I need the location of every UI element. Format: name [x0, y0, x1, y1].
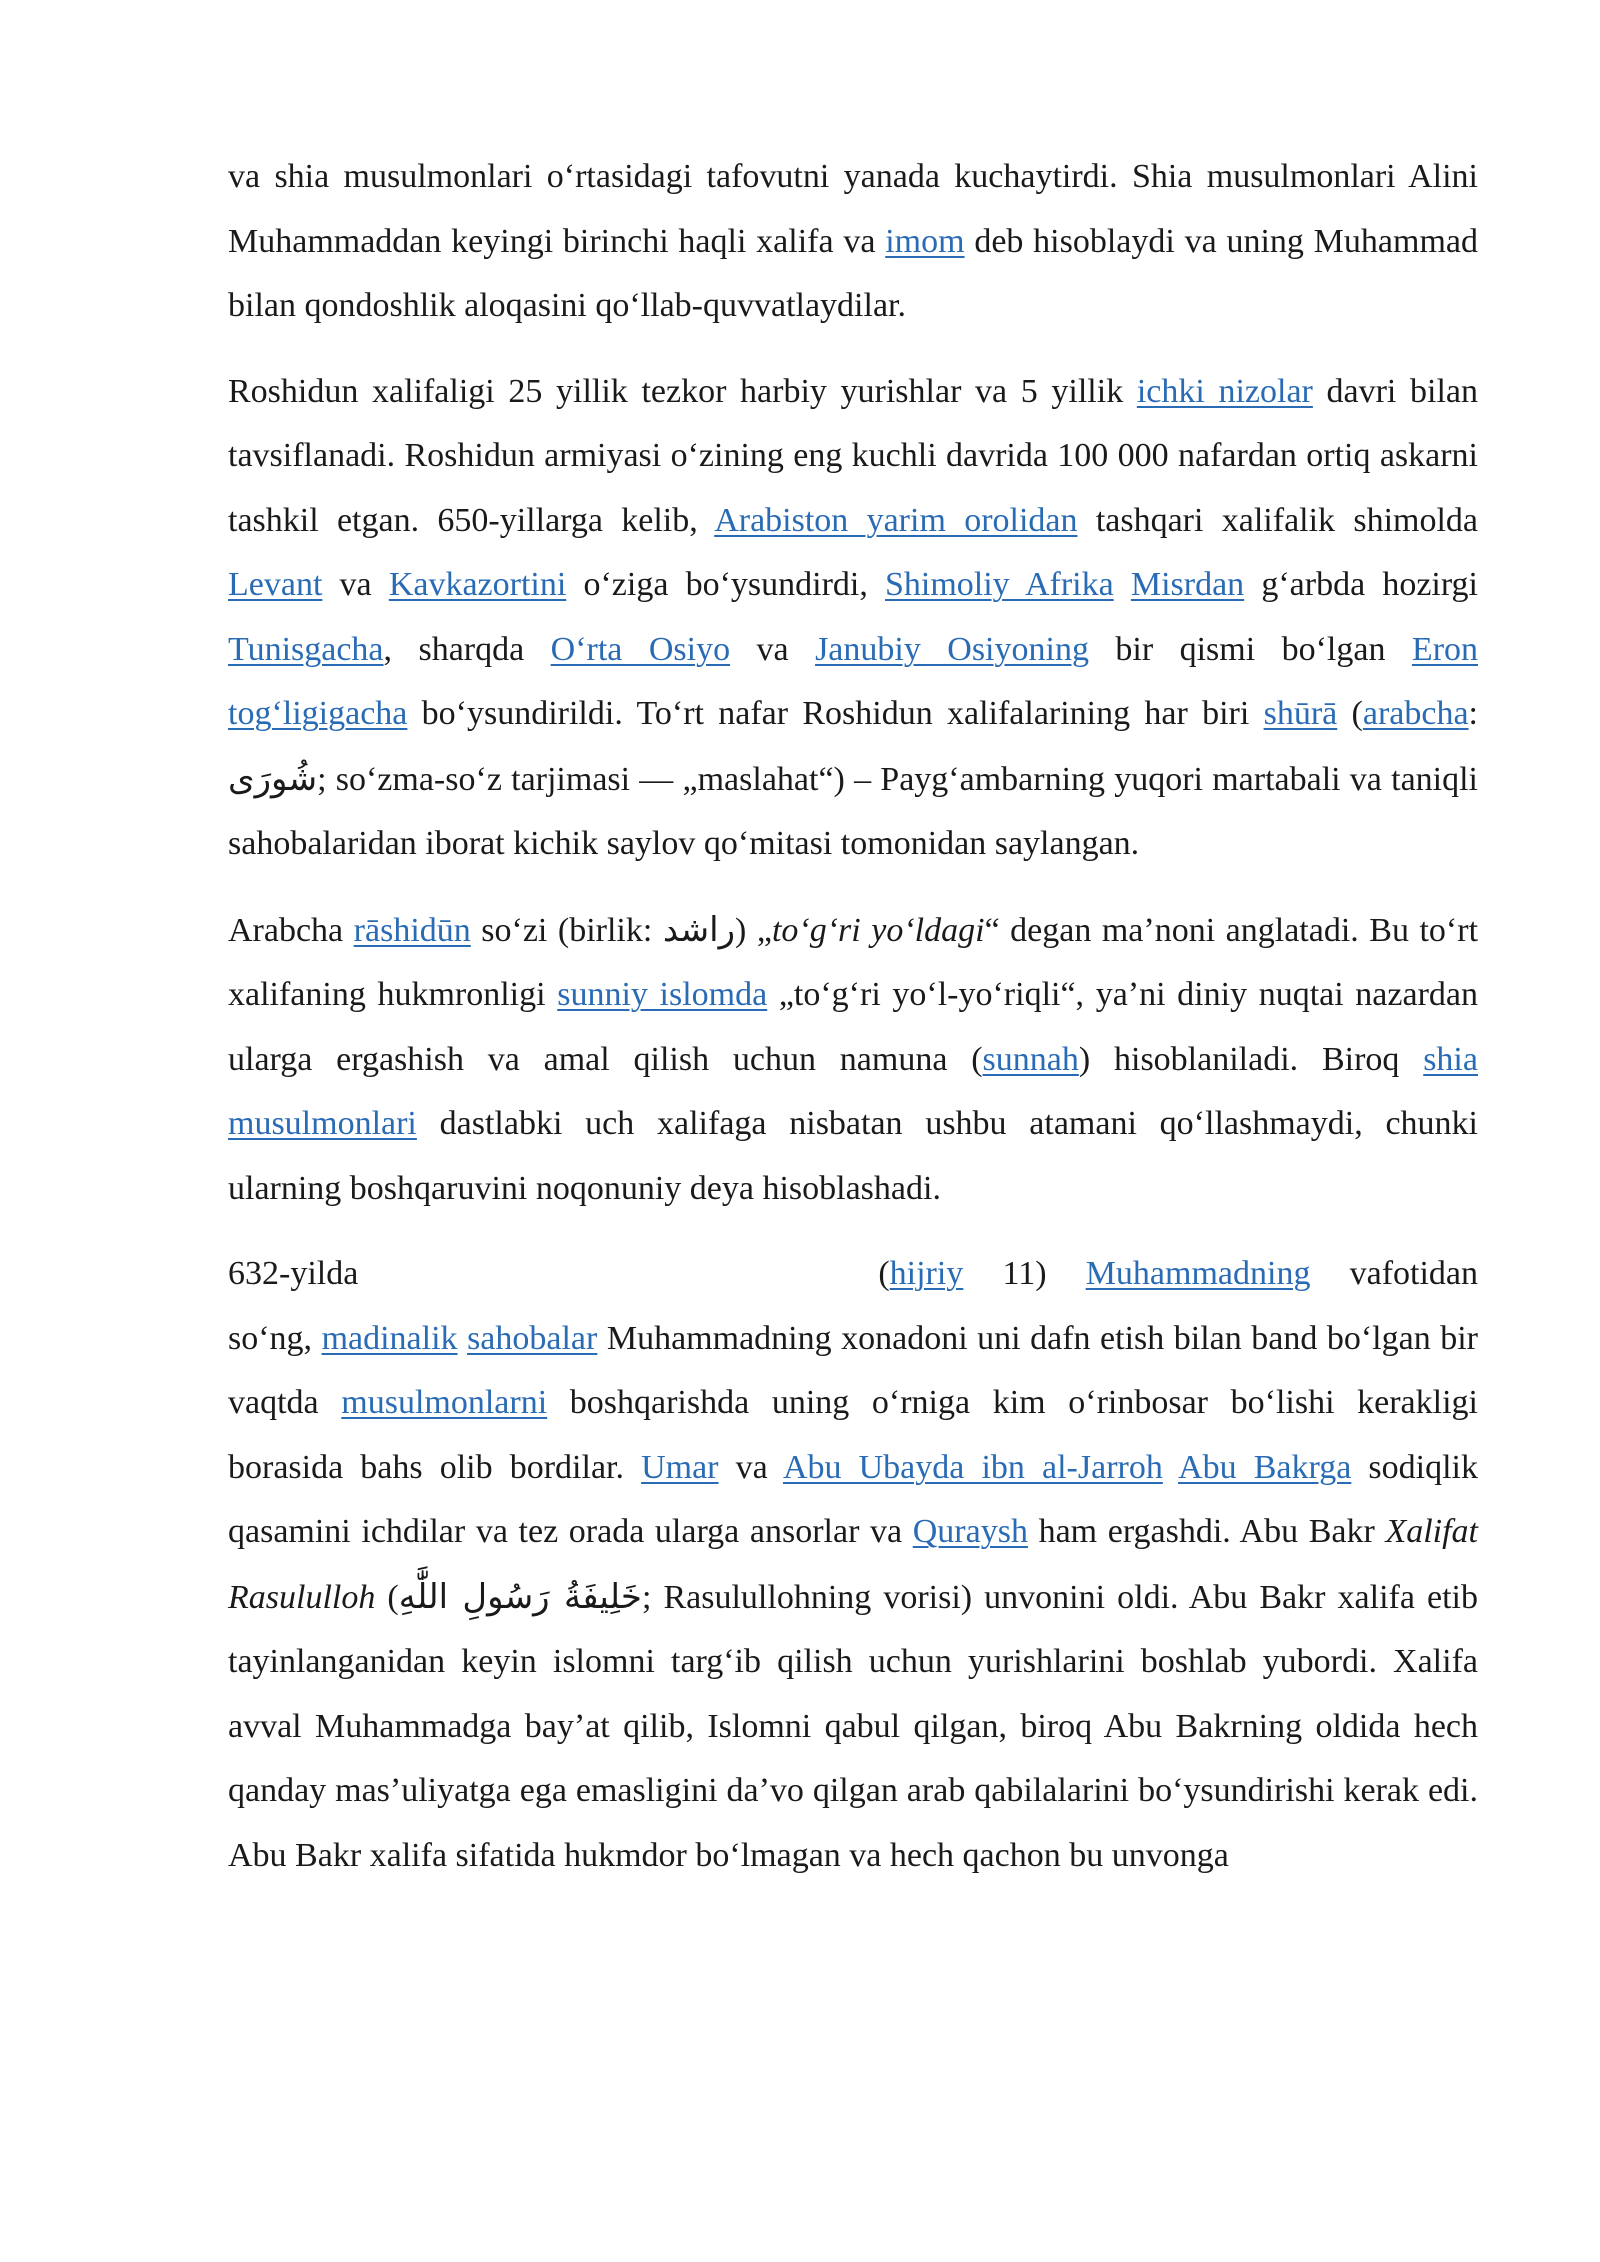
- link-levant[interactable]: Levant: [228, 566, 323, 603]
- link-orta-osiyo[interactable]: Oʻrta Osiyo: [550, 630, 731, 668]
- text-run: [1163, 1449, 1178, 1486]
- text-run: deb hisoblaydi va uning Muhammad bilan qondoshlik aloqasini qoʻllab-quvvatlaydilar.: [228, 222, 1478, 324]
- text-run: dastlabki uch xalifaga nisbatan ushbu atamani qoʻllashmaydi, chunki ularning boshqaruvini noqonuniy deya hisoblashadi.: [228, 1105, 1478, 1207]
- link-kavkazortini[interactable]: Kavkazortini: [388, 566, 567, 603]
- link-misrdan[interactable]: Misrdan: [1130, 566, 1245, 603]
- text-run: ; Rasulullohning vorisi) unvonini oldi. Abu Bakr xalifa etib tayinlanganidan keyin islomni targʻib qilish uchun yurishlarini boshlab yubordi. Xalifa avval Muhammadga bayʼat qilib, Islomni qabul qilgan, biroq Abu Bakrning oldida hech qanday masʼuliyatga ega emasligini daʼvo qilgan arab qabilalarini boʻysundirishi kerak edi. Abu Bakr xalifa sifatida hukmdor boʻlmagan va hech qachon bu unvonga: [228, 1578, 1479, 1874]
- link-musulmonlarni[interactable]: musulmonlarni: [341, 1384, 548, 1421]
- link-abu-ubayda[interactable]: Abu Ubayda ibn al-Jarroh: [782, 1448, 1163, 1486]
- link-umar[interactable]: Umar: [641, 1448, 719, 1486]
- arabic-text-khalifa: خَلِيفَةُ رَسُولِ اللَّٰهِ: [398, 1576, 642, 1617]
- document-page: [228, 145, 1478, 1909]
- text-run: Muhammadning xonadoni uni dafn etish bilan band boʻlgan bir vaqtda: [228, 1319, 1478, 1421]
- link-sunnah[interactable]: sunnah: [982, 1040, 1079, 1078]
- text-run: oʻziga boʻysundirdi,: [566, 566, 885, 603]
- arabic-text-rashid: راشد: [662, 909, 736, 950]
- text-run: boʻysundirildi. Toʻrt nafar Roshidun xalifalarining har biri: [407, 695, 1264, 732]
- link-abu-bakrga[interactable]: Abu Bakrga: [1178, 1448, 1352, 1486]
- text-run: 11): [963, 1255, 1086, 1292]
- text-run: “ degan maʼnoni anglatadi. Bu toʻrt xalifaning hukmronligi: [228, 911, 1479, 1013]
- link-eron-togligigacha[interactable]: Eron togʻligigacha: [228, 630, 1479, 732]
- link-sahobalar[interactable]: sahobalar: [467, 1319, 598, 1357]
- link-shia-musulmonlari[interactable]: shia musulmonlari: [228, 1040, 1478, 1142]
- text-run: [458, 1320, 468, 1357]
- text-run: ) „: [735, 911, 772, 949]
- paragraph-4: [228, 1242, 1478, 1888]
- text-run: sodiqlik qasamini ichdilar va tez orada ularga ansorlar va: [228, 1448, 1478, 1550]
- link-tunisgacha[interactable]: Tunisgacha: [228, 630, 384, 668]
- text-run: Arabcha: [228, 911, 354, 949]
- text-run: :: [1468, 695, 1478, 732]
- link-rashidun[interactable]: rāshidūn: [353, 911, 471, 949]
- text-run: va: [718, 1448, 783, 1486]
- link-muhammadning[interactable]: Muhammadning: [1085, 1255, 1311, 1292]
- text-run: boshqarishda uning oʻrniga kim oʻrinbosar boʻlishi kerakligi borasida bahs olib bordilar.: [228, 1384, 1478, 1486]
- text-run: 632-yilda: [228, 1255, 359, 1292]
- text-run: [1114, 566, 1131, 603]
- text-run: ) hisoblaniladi. Biroq: [1078, 1040, 1424, 1078]
- link-sunniy-islomda[interactable]: sunniy islomda: [557, 976, 768, 1013]
- text-run: va: [322, 566, 389, 603]
- link-hijriy[interactable]: hijriy: [889, 1255, 964, 1292]
- link-imom[interactable]: imom: [885, 222, 965, 260]
- link-madinalik[interactable]: madinalik: [321, 1319, 458, 1357]
- arabic-text-shura: شُورَى: [228, 758, 318, 799]
- text-run: tashqari xalifalik shimolda: [1077, 501, 1479, 539]
- text-run: (: [375, 1578, 399, 1616]
- text-run: (: [878, 1255, 890, 1292]
- text-run: ham ergashdi. Abu Bakr: [1027, 1513, 1386, 1550]
- text-run: Roshidun xalifaligi 25 yillik tezkor harbiy yurishlar va 5 yillik: [228, 372, 1137, 410]
- paragraph-1: [228, 145, 1478, 339]
- italic-text: toʻgʻri yoʻldagi: [771, 911, 985, 949]
- text-run: ; soʻzma-soʻz tarjimasi — „maslahat“) – Paygʻambarning yuqori martabali va taniqli sahobalaridan iborat kichik saylov qoʻmitasi tomonidan saylangan.: [228, 760, 1478, 862]
- text-run: bir qismi boʻlgan: [1088, 630, 1412, 668]
- link-shura[interactable]: shūrā: [1263, 695, 1338, 732]
- text-run: vafotidan soʻng,: [228, 1255, 1479, 1357]
- italic-text: Xalifat Rasululloh: [228, 1513, 1479, 1616]
- text-run: va: [730, 630, 816, 668]
- paragraph-2: [228, 360, 1478, 877]
- link-arabiston-yarim-orolidan[interactable]: Arabiston yarim orolidan: [714, 501, 1078, 539]
- text-run: , sharqda: [383, 630, 551, 668]
- text-run: gʻarbda hozirgi: [1244, 566, 1479, 603]
- text-run: va shia musulmonlari oʻrtasidagi tafovutni yanada kuchaytirdi. Shia musulmonlari Alini Muhammaddan keyingi birinchi haqli xalifa va: [228, 158, 1478, 260]
- text-run: „toʻgʻri yoʻl-yoʻriqli“, yaʼni diniy nuqtai nazardan ularga ergashish va amal qilish uchun namuna (: [228, 976, 1478, 1078]
- paragraph-3: [228, 898, 1478, 1222]
- link-shimoliy-afrika[interactable]: Shimoliy Afrika: [884, 566, 1114, 603]
- link-ichki-nizolar[interactable]: ichki nizolar: [1136, 372, 1313, 410]
- link-quraysh[interactable]: Quraysh: [912, 1513, 1028, 1550]
- text-run: soʻzi (birlik:: [470, 911, 663, 949]
- link-arabcha[interactable]: arabcha: [1362, 695, 1469, 732]
- text-run: (: [1337, 695, 1363, 732]
- text-run: davri bilan tavsiflanadi. Roshidun armiyasi oʻzining eng kuchli davrida 100 000 nafardan ortiq askarni tashkil etgan. 650-yillarga kelib,: [228, 372, 1479, 539]
- link-janubiy-osiyoning[interactable]: Janubiy Osiyoning: [815, 630, 1089, 668]
